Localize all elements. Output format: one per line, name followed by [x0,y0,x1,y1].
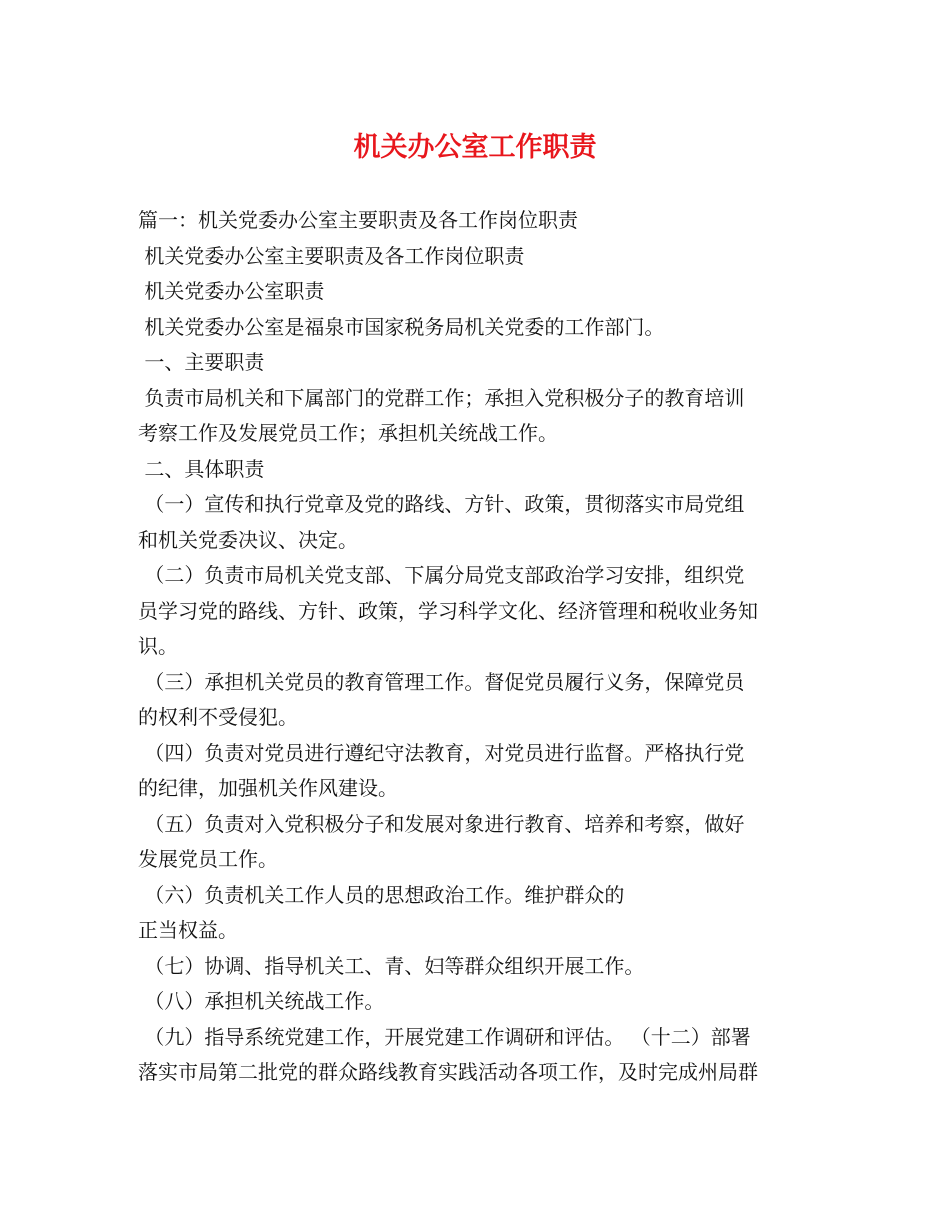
text-line: （三）承担机关党员的教育管理工作。督促党员履行义务，保障党员 [138,669,745,694]
text-line: （六）负责机关工作人员的思想政治工作。维护群众的 [138,882,625,907]
document-body [138,203,818,1091]
text-line: （五）负责对入党积极分子和发展对象进行教育、培养和考察，做好 [138,811,745,836]
text-line: 识。 [138,634,178,658]
document-title: 机关办公室工作职责 [353,132,597,163]
text-line: （七）协调、指导机关工、青、妇等群众组织开展工作。 [138,953,645,978]
text-line: 一、主要职责 [138,350,265,374]
text-line: 机关党委办公室是福泉市国家税务局机关党委的工作部门。 [138,314,665,339]
text-line: 的权利不受侵犯。 [138,705,298,729]
text-line: 篇一：机关党委办公室主要职责及各工作岗位职责 [138,208,578,232]
text-line: 机关党委办公室职责 [138,279,325,303]
text-line: 机关党委办公室主要职责及各工作岗位职责 [138,243,525,268]
text-line: （二）负责市局机关党支部、下属分局党支部政治学习安排，组织党 [138,563,745,587]
text-line: （九）指导系统党建工作，开展党建工作调研和评估。 （十二）部署 [138,1024,751,1049]
text-line: 正当权益。 [138,918,238,942]
text-line: 考察工作及发展党员工作；承担机关统战工作。 [138,421,558,445]
text-line: 的纪律，加强机关作风建设。 [138,776,398,800]
text-line: 落实市局第二批党的群众路线教育实践活动各项工作，及时完成州局群 [138,1060,758,1084]
text-line: 和机关党委决议、决定。 [138,527,358,552]
text-line: （四）负责对党员进行遵纪守法教育，对党员进行监督。严格执行党 [138,740,745,765]
text-line: 发展党员工作。 [138,847,278,871]
text-line: （八）承担机关统战工作。 [138,989,385,1013]
text-line: 负责市局机关和下属部门的党群工作；承担入党积极分子的教育培训 [138,385,745,410]
text-line: 二、具体职责 [138,456,265,481]
text-line: 员学习党的路线、方针、政策，学习科学文化、经济管理和税收业务知 [138,598,758,623]
text-line: （一）宣传和执行党章及党的路线、方针、政策，贯彻落实市局党组 [138,492,745,516]
